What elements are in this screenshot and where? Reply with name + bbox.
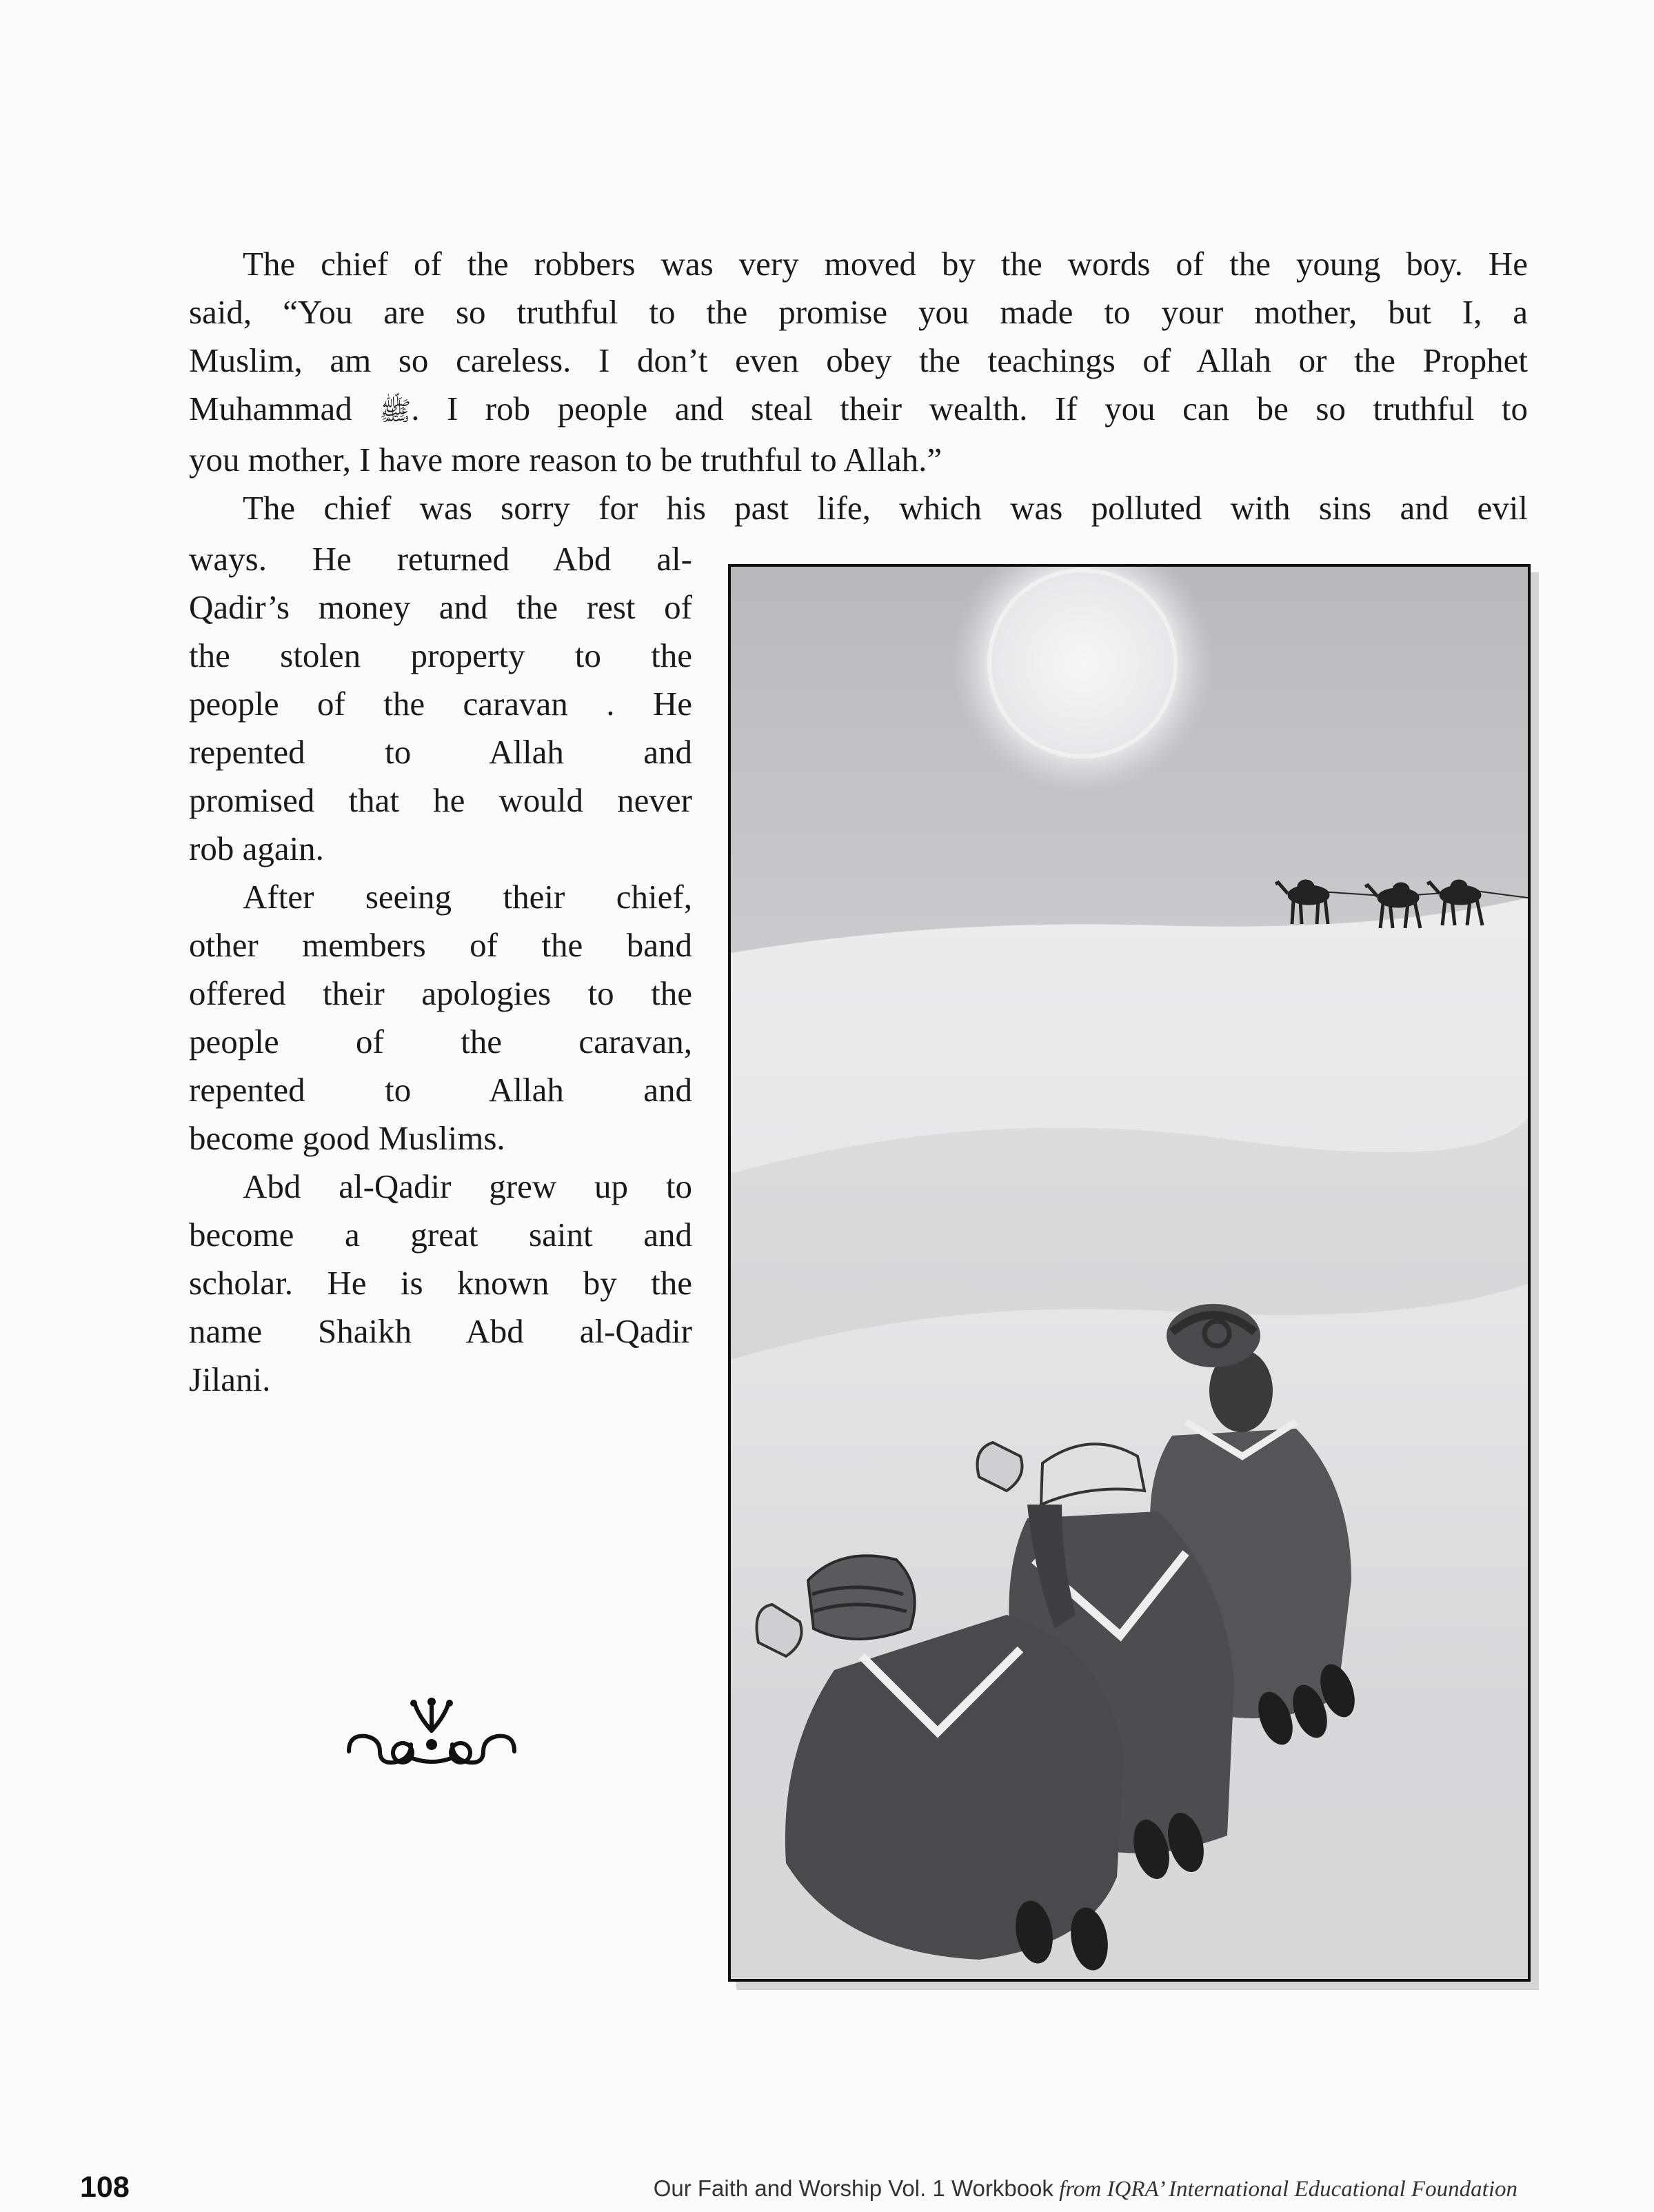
text-line [189,385,1528,436]
top-paragraphs [189,240,1528,532]
text-line: Qadir’s money and the rest of [189,588,692,626]
text-line: become good Muslims. [189,1119,505,1157]
text-line: you mother, I have more reason to be truthful to Allah.” [189,441,942,479]
text-line: The chief of the robbers was very moved by the words of the young boy. He [243,245,1528,283]
text-fragment: Muhammad [189,390,352,428]
text-line: ways. He returned Abd al- [189,540,692,578]
paragraph-great-saint [189,1163,692,1404]
text-line: offered their apologies to the [189,974,692,1012]
pbuh-symbol: ﷺ [379,397,412,426]
text-line: rob again. [189,830,324,867]
text-line: Jilani. [189,1360,271,1398]
text-line: Muslim, am so careless. I don’t even obey the teachings of Allah or the Prophet [189,341,1528,379]
text-line: the stolen property to the [189,636,692,674]
decorative-ornament [342,1696,521,1772]
left-column-text [189,535,692,1404]
book-title: Our Faith and Worship Vol. 1 Workbook [653,2175,1053,2201]
text-line: scholar. He is known by the [189,1264,692,1302]
text-line: Abd al-Qadir grew up to [243,1167,692,1205]
paragraph-chief-sorry-start [189,484,1528,532]
publisher-credit: from IQRA’ International Educational Foundation [1059,2177,1517,2202]
text-line: become a great saint and [189,1216,692,1254]
text-fragment: . I rob people and steal their wealth. If you can be so truthful to [411,390,1529,428]
text-line: said, “You are so truthful to the promise you made to your mother, but I, a [189,293,1528,331]
illustration-praying-men-desert [728,564,1531,1982]
page-number: 108 [80,2171,130,2204]
text-line: promised that he would never [189,781,692,819]
paragraph-band-apologies [189,873,692,1163]
text-line: other members of the band [189,926,692,964]
page-footer [654,2175,1517,2202]
paragraph-chief-returned [189,535,692,873]
text-line: The chief was sorry for his past life, which was polluted with sins and evil [243,489,1528,527]
text-line: people of the caravan . He [189,685,692,723]
text-line: After seeing their chief, [243,878,692,916]
text-line: name Shaikh Abd al-Qadir [189,1312,692,1350]
text-line: people of the caravan, [189,1023,692,1060]
text-line: repented to Allah and [189,1071,692,1109]
text-line: repented to Allah and [189,733,692,771]
paragraph-chief-moved [189,240,1528,484]
illustration-svg [731,567,1528,1979]
